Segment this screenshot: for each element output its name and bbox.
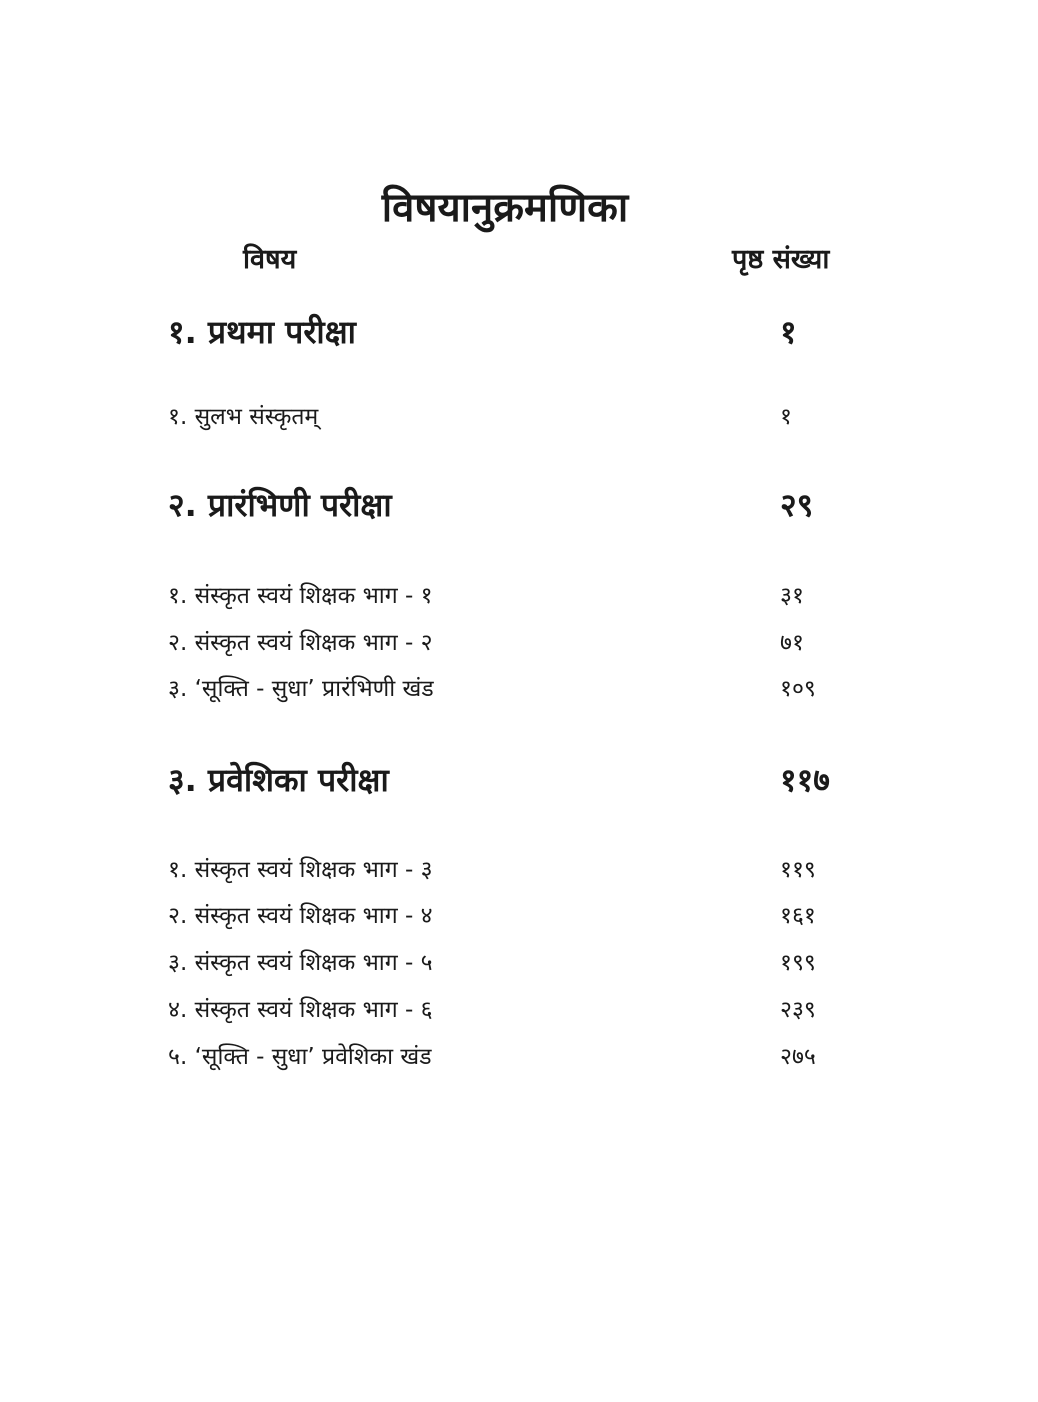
- item-page-number: ११९: [780, 857, 816, 883]
- section-page-number: ११७: [780, 761, 830, 799]
- toc-item: [168, 399, 848, 439]
- item-title: १. संस्कृत स्वयं शिक्षक भाग - ३: [168, 857, 433, 883]
- item-title: ५. ‘सूक्ति - सुधा’ प्रवेशिका खंड: [168, 1044, 432, 1070]
- item-page-number: २७५: [780, 1044, 816, 1070]
- item-title: ३. ‘सूक्ति - सुधा’ प्रारंभिणी खंड: [168, 676, 434, 702]
- page-number-column-header: पृष्ठ संख्या: [732, 244, 830, 275]
- toc-item: [168, 1039, 848, 1079]
- item-title: १. सुलभ संस्कृतम्: [168, 404, 319, 430]
- toc-item: [168, 578, 848, 618]
- section-page-number: १: [780, 313, 797, 351]
- toc-item: [168, 852, 848, 892]
- section-title: २. प्रारंभिणी परीक्षा: [168, 486, 392, 524]
- item-page-number: १९९: [780, 950, 816, 976]
- item-page-number: ७१: [780, 630, 804, 656]
- item-page-number: १०९: [780, 676, 816, 702]
- toc-section-3: [168, 760, 848, 800]
- item-title: ४. संस्कृत स्वयं शिक्षक भाग - ६: [168, 997, 433, 1023]
- toc-section-1: [168, 312, 848, 352]
- item-page-number: १: [780, 404, 792, 430]
- item-title: २. संस्कृत स्वयं शिक्षक भाग - ४: [168, 903, 433, 929]
- toc-item: [168, 671, 848, 711]
- toc-item: [168, 898, 848, 938]
- toc-item: [168, 625, 848, 665]
- item-title: १. संस्कृत स्वयं शिक्षक भाग - १: [168, 583, 433, 609]
- item-title: २. संस्कृत स्वयं शिक्षक भाग - २: [168, 630, 433, 656]
- item-page-number: २३९: [780, 997, 816, 1023]
- section-title: ३. प्रवेशिका परीक्षा: [168, 761, 389, 799]
- subject-column-header: विषय: [243, 244, 297, 275]
- item-page-number: ३१: [780, 583, 804, 609]
- section-page-number: २९: [780, 486, 814, 524]
- toc-item: [168, 992, 848, 1032]
- toc-item: [168, 945, 848, 985]
- item-page-number: १६१: [780, 903, 816, 929]
- page-title: विषयानुक्रमणिका: [381, 185, 629, 231]
- toc-section-2: [168, 485, 848, 525]
- section-title: १. प्रथमा परीक्षा: [168, 313, 356, 351]
- item-title: ३. संस्कृत स्वयं शिक्षक भाग - ५: [168, 950, 433, 976]
